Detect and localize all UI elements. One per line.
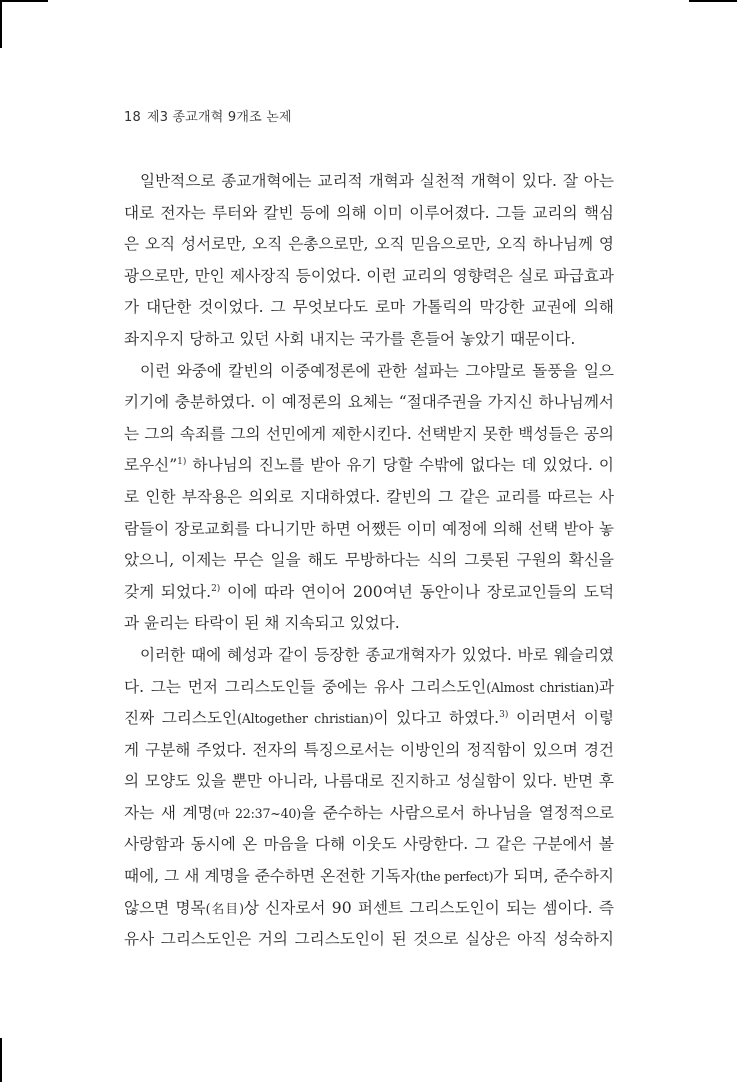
text-line: 가 대단한 것이었다. 그 무엇보다도 로마 가톨릭의 막강한 교권에 의해 <box>124 298 614 317</box>
footnote-ref-1: 1) <box>177 457 187 468</box>
text-line: 과 윤리는 타락이 된 채 지속되고 있었다. <box>124 614 400 633</box>
text-line: 로우신”$^{1)}$ 하나님의 진노를 받아 유기 당할 수밖에 없다는 데 있었다. 이 <box>124 456 614 475</box>
text-line: 사랑함과 동시에 온 마음을 다해 이웃도 사랑한다. 그 같은 구분에서 볼 <box>124 835 614 854</box>
text-line: 은 오직 성서로만, 오직 은총으로만, 오직 믿음으로만, 오직 하나님께 영 <box>124 235 614 254</box>
text-line: 이러한 때에 혜성과 같이 등장한 종교개혁자가 있었다. 바로 웨슬리였 <box>140 645 614 664</box>
text-line: 람들이 장로교회를 다니기만 하면 어쨌든 이미 예정에 의해 선택 받아 놓 <box>124 519 614 538</box>
text-line: 이런 와중에 칼빈의 이중예정론에 관한 설파는 그야말로 돌풍을 일으 <box>140 361 614 380</box>
text-line: 았으니, 이제는 무슨 일을 해도 무방하다는 식의 그릇된 구원의 확신을 <box>124 551 614 570</box>
crop-mark-top-left <box>0 0 2 48</box>
text-line: 일반적으로 종교개혁에는 교리적 개혁과 실천적 개혁이 있다. 잘 아는 <box>140 172 614 190</box>
text-line: 는 그의 속죄를 그의 선민에게 제한시킨다. 선택받지 못한 백성들은 공의 <box>124 424 614 443</box>
running-header <box>124 106 292 125</box>
text-line: 로 인한 부작용은 의외로 지대하였다. 칼빈의 그 같은 교리를 따르는 사 <box>124 487 614 506</box>
text-line: 대로 전자는 루터와 칼빈 등에 의해 이미 이루어졌다. 그들 교리의 핵심 <box>124 203 614 222</box>
crop-mark-top-right <box>689 0 737 2</box>
text-line: 좌지우지 당하고 있던 사회 내지는 국가를 흔들어 놓았기 때문이다. <box>124 329 576 348</box>
text-line: 광으로만, 만인 제사장직 등이었다. 이런 교리의 영향력은 실로 파급효과 <box>124 266 614 285</box>
text-line: 다. 그는 먼저 그리스도인들 중에는 유사 그리스도인(Almost christian)과 <box>124 677 614 696</box>
crop-mark-bottom-left <box>0 1038 2 1082</box>
text-line: 키기에 충분하였다. 이 예정론의 요체는 “절대주권을 가지신 하나님께서 <box>124 393 614 412</box>
text-line: 의 모양도 있을 뿐만 아니라, 나름대로 진지하고 성실함이 있다. 반면 후 <box>124 772 614 791</box>
text-line: 않으면 명목(名目)상 신자로서 90 퍼센트 그리스도인이 되는 셈이다. 즉 <box>124 898 614 917</box>
text-line: 유사 그리스도인은 거의 그리스도인이 된 것으로 실상은 아직 성숙하지 <box>124 930 614 949</box>
footnote-ref-3: 3) <box>499 710 509 721</box>
body-text <box>124 166 614 956</box>
text-line: 진짜 그리스도인(Altogether christian)이 있다고 하였다.$^{3)}$ 이러면서 이렇 <box>124 709 614 728</box>
footnote-ref-2: 2) <box>211 583 221 594</box>
running-title: 제3 종교개혁 9개조 논제 <box>146 110 292 125</box>
text-line: 자는 새 계명(마 22:37~40)을 준수하는 사람으로서 하나님을 열정적으로 <box>124 803 614 822</box>
text-line: 게 구분해 주었다. 전자의 특징으로서는 이방인의 정직함이 있으며 경건 <box>124 740 614 759</box>
crop-mark-top-left-horizontal <box>0 0 48 2</box>
page-number: 18 <box>124 110 141 125</box>
text-line: 때에, 그 새 계명을 준수하면 온전한 기독자(the perfect)가 되며, 준수하지 <box>124 867 614 886</box>
text-line: 갖게 되었다.$^{2)}$ 이에 따라 연이어 200여년 동안이나 장로교인들의 도덕 <box>124 582 615 601</box>
